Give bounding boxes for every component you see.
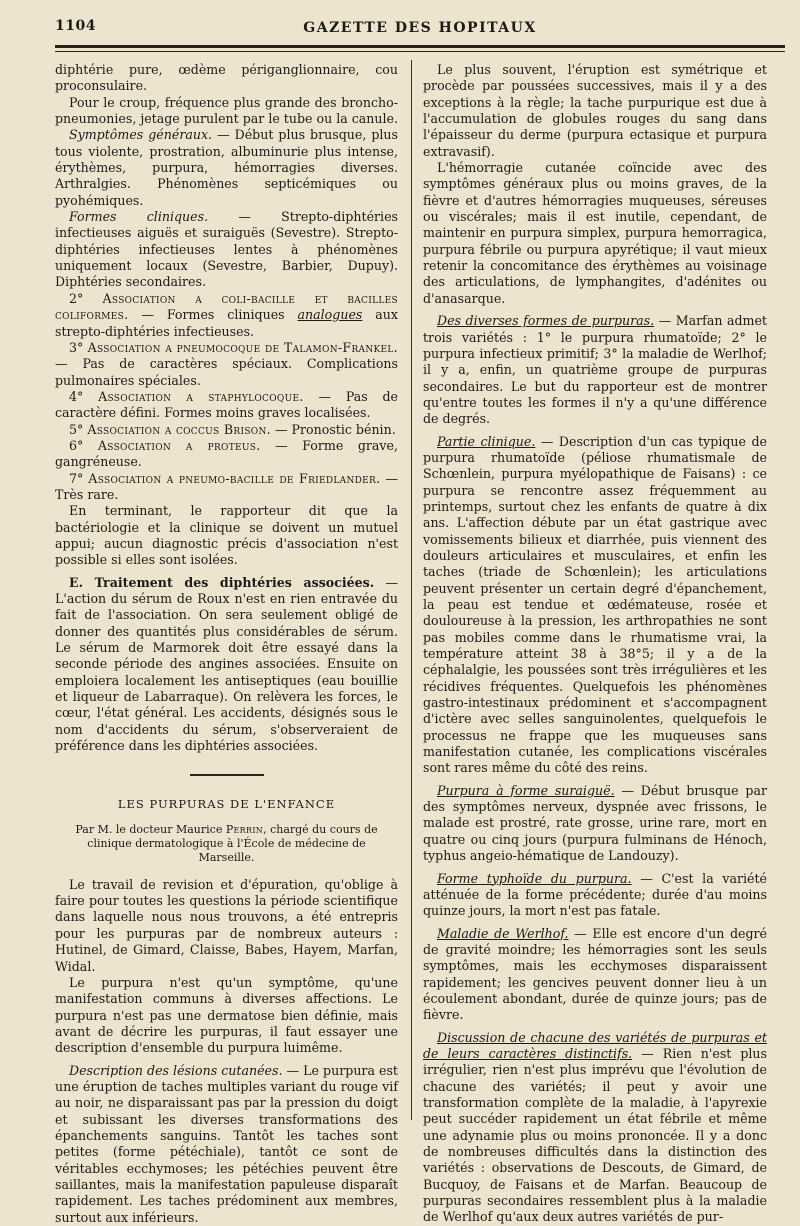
column-divider (411, 60, 412, 1120)
paragraph-text: — L'action du sérum de Roux n'est en rien entravée du fait de l'association. On sera seulement obligé de donner des quantités plus considérables de sérum. Le sérum de Marmorek doit être essayé dans la seconde période des angines associées. Ensuite on emploiera localement les antiseptiques (eau bouillie et liqueur de Labarraque). On relèvera les forces, le cœur, l'état général. Les accidents, désignés sous le nom d'accidents du sérum, s'observeraient de préférence dans les diphtéries associées. (55, 574, 398, 754)
paragraph-heading: Description des lésions cutanées. (69, 1062, 283, 1078)
paragraph (55, 127, 398, 209)
byline-text: Par M. le docteur Maurice (75, 822, 226, 836)
paragraph: diphtérie pure, œdème périganglionnaire, cou proconsulaire. (55, 62, 398, 94)
paragraph (55, 340, 398, 389)
paragraph (423, 313, 767, 427)
paragraph (55, 389, 398, 422)
paragraph-text: — Pas de caractère défini. Formes moins graves localisées. (55, 388, 398, 421)
paragraph (55, 209, 398, 291)
emphasis: analogues (297, 307, 363, 323)
paragraph-text: — Description d'un cas typique de purpura rhumatoïde (péliose rhumatismale de Schœnlein, purpura myélopathique de Faisans) : ce purpura se rencontre assez fréquemment au printemps, surtout chez les enfants de quatre à dix ans. L'affection débute par un état gastrique avec vomissements bilieux et diarrhée, puis viennent des douleurs articulaires et musculaires, et enfin les taches (triade de Schœnlein); les articulations peuvent présenter un certain degré d'épanchement, la peau est tendue et œdémateuse, rosée et douloureuse à la pression, les arthropathies ne sont pas mobiles comme dans le rhumatisme vrai, la température atteint 38 à 38°5; il y a de la céphalalgie, les poussées sont très irrégulières et les récidives fréquentes. Quelquefois les phénomènes gastro-intestinaux prédominent et s'accompagnent d'ictère avec selles sanguinolentes, quelquefois le processus ne frappe que les muqueuses sans manifestation cutanée, les complications viscérales sont rares même du côté des reins. (423, 433, 767, 776)
paragraph-text: aux strepto-diphtéries infectieuses. (55, 307, 398, 339)
header-rule-thin (55, 51, 785, 52)
left-column (55, 62, 398, 1226)
paragraph-heading: Purpura à forme suraiguë. (437, 782, 615, 798)
page-number: 1104 (55, 18, 96, 34)
paragraph-heading: Discussion de chacune des variétés de purpuras et de leurs caractères distinctifs. (423, 1029, 767, 1061)
paragraph-text: — Strepto-diphtéries infectieuses aiguës et suraiguës (Sevestre). Strepto-diphtéries infectieuses lentes à phénomènes uniquement locaux (Sevestre, Barbier, Dupuy). Diphtéries secondaires. (55, 209, 398, 290)
header-rule-thick (55, 45, 785, 48)
right-column (423, 62, 767, 1226)
section-heading: E. Traitement des diphtéries associées. (69, 574, 375, 590)
paragraph-text: — Début brusque par des symptômes nerveux, dyspnée avec frissons, le malade est prostré, rate grosse, urine rare, mort en quatre ou cinq jours (purpura fulminans de Hénoch, typhus angeio-hématique de Landouzy). (423, 782, 767, 864)
paragraph-text: — Pas de caractères spéciaux. Complications pulmonaires spéciales. (55, 356, 398, 388)
paragraph (55, 438, 398, 471)
paragraph-text: — Marfan admet trois variétés : 1° le purpura rhumatoïde; 2° le purpura infectieux primitif; 3° la maladie de Werlhof; il y a, enfin, un quatrième groupe de purpuras secondaires. Le but du rapporteur est de montrer qu'entre toutes les formes il n'y a qu'une différence de degrés. (423, 313, 767, 427)
item-heading: Association a staphylocoque. (98, 388, 304, 404)
paragraph-text: — Pronostic bénin. (270, 421, 396, 437)
section-divider (190, 774, 264, 776)
paragraph (423, 783, 767, 865)
paragraph-heading: Forme typhoïde du purpura. (437, 870, 632, 886)
paragraph-text: — Formes cliniques (128, 307, 298, 323)
item-heading: Association a pneumo-bacille de Friedlander. (88, 470, 381, 486)
item-number: 7° (69, 470, 84, 486)
item-heading: Association a coli-bacille et bacilles coliformes. (55, 290, 398, 323)
item-heading: Association a pneumocoque de Talamon-Frankel. (87, 339, 398, 355)
article-title: LES PURPURAS DE L'ENFANCE (117, 797, 336, 812)
paragraph-heading: Maladie de Werlhof. (437, 925, 569, 941)
paragraph: Le purpura n'est qu'un symptôme, qu'une manifestation communs à diverses affections. Le purpura n'est pas une dermatose bien définie, mais avant de décrire les purpuras, il faut essayer une description d'ensemble du purpura luimême. (55, 974, 398, 1056)
journal-title: GAZETTE DES HOPITAUX (303, 20, 537, 36)
paragraph: Pour le croup, fréquence plus grande des broncho-pneumonies, jetage purulent par le tube ou la canule. (55, 94, 398, 127)
paragraph-heading: Symptômes généraux. (69, 127, 213, 143)
paragraph-heading: Formes cliniques. (69, 209, 209, 225)
paragraph: L'hémorragie cutanée coïncide avec des symptômes généraux plus ou moins graves, de la fièvre et d'autres hémorragies muqueuses, séreuses ou viscérales; mais il est inutile, cependant, de maintenir en purpura simplex, purpura hemorragica, purpura fébrile ou purpura apyrétique; il vaut mieux retenir la concomitance des érythèmes au voisinage des articulations, de lymphangites, d'adénites ou d'anasarque. (423, 160, 767, 306)
author-name: Perrin (225, 822, 264, 836)
paragraph-heading: Des diverses formes de purpuras. (437, 313, 655, 329)
paragraph-text: — C'est la variété atténuée de la forme précédente; durée d'au moins quinze jours, la mort n'est pas fatale. (423, 870, 767, 919)
paragraph (423, 434, 767, 777)
paragraph-text: — Le purpura est une éruption de taches multiples variant du rouge vif au noir, ne disparaissant pas par la pression du doigt et subissant les diverses transformations des épanchements sanguins. Tantôt les taches sont petites (forme pétéchiale), tantôt ce sont de véritables ecchymoses; les pétéchies peuvent être saillantes, mais la manifestation papuleuse disparaît rapidement. Les taches prédominent aux membres, surtout aux inférieurs. (55, 1062, 398, 1225)
item-number: 6° (69, 437, 84, 453)
paragraph: En terminant, le rapporteur dit que la bactériologie et la clinique se doivent un mutuel appui; aucun diagnostic précis d'association n'est possible si elles sont isolées. (55, 503, 398, 568)
item-heading: Association a coccus Brison. (87, 421, 271, 437)
item-number: 3° (69, 339, 84, 355)
paragraph-text: — Rien n'est plus irrégulier, rien n'est plus imprévu que l'évolution de chacune des variétés; il peut y avoir une transformation complète de la maladie, à l'apyrexie peut succéder rapidement un état fébrile et même une adynamie plus ou moins prononcée. Il y a donc de nombreuses difficultés dans la distinction des variétés : observations de Descouts, de Gimard, de Bucquoy, de Faisans et de Marfan. Beaucoup de purpuras secondaires ressemblent plus à la maladie de Werlhof qu'aux deux autres variétés de pur- (423, 1045, 767, 1225)
byline-text: , chargé du cours de clinique dermatologique à l'École de médecine de Marseille. (87, 822, 378, 864)
paragraph (55, 1063, 398, 1226)
item-heading: Association a proteus. (97, 437, 261, 453)
paragraph (423, 871, 767, 920)
item-number: 5° (69, 421, 84, 437)
paragraph-text: — Elle est encore d'un degré de gravité moindre; les hémorragies sont les seuls symptômes, mais les ecchymoses disparaissent rapidement; les gencives peuvent donner lieu à un écoulement abondant, durée de quinze jours; pas de fièvre. (423, 925, 767, 1023)
paragraph (55, 291, 398, 340)
paragraph (55, 471, 398, 504)
paragraph-text: — Début plus brusque, plus tous violente, prostration, albuminurie plus intense, érythèmes, purpura, hémorragies diverses. Arthralgies. Phénomènes septicémiques ou pyohémiques. (55, 127, 398, 208)
article-byline (65, 823, 388, 865)
item-number: 2° (69, 290, 84, 306)
paragraph (55, 575, 398, 755)
item-number: 4° (69, 388, 84, 404)
page-header (55, 18, 785, 40)
paragraph: Le travail de revision et d'épuration, qu'oblige à faire pour toutes les questions la période scientifique dans laquelle nous nous trouvons, a été entrepris pour les purpuras par de nombreux auteurs : Hutinel, de Gimard, Claisse, Babes, Hayem, Marfan, Widal. (55, 876, 398, 974)
paragraph (423, 926, 767, 1024)
paragraph-text: — Très rare. (55, 470, 398, 502)
paragraph (423, 1030, 767, 1226)
paragraph (55, 422, 398, 438)
paragraph: Le plus souvent, l'éruption est symétrique et procède par poussées successives, mais il y a des exceptions à la règle; la tache purpurique est due à l'accumulation de globules rouges du sang dans l'épaisseur du derme (purpura ectasique et purpura extravasif). (423, 62, 767, 159)
paragraph-text: — Forme grave, gangréneuse. (55, 437, 398, 470)
paragraph-heading: Partie clinique. (437, 433, 536, 449)
